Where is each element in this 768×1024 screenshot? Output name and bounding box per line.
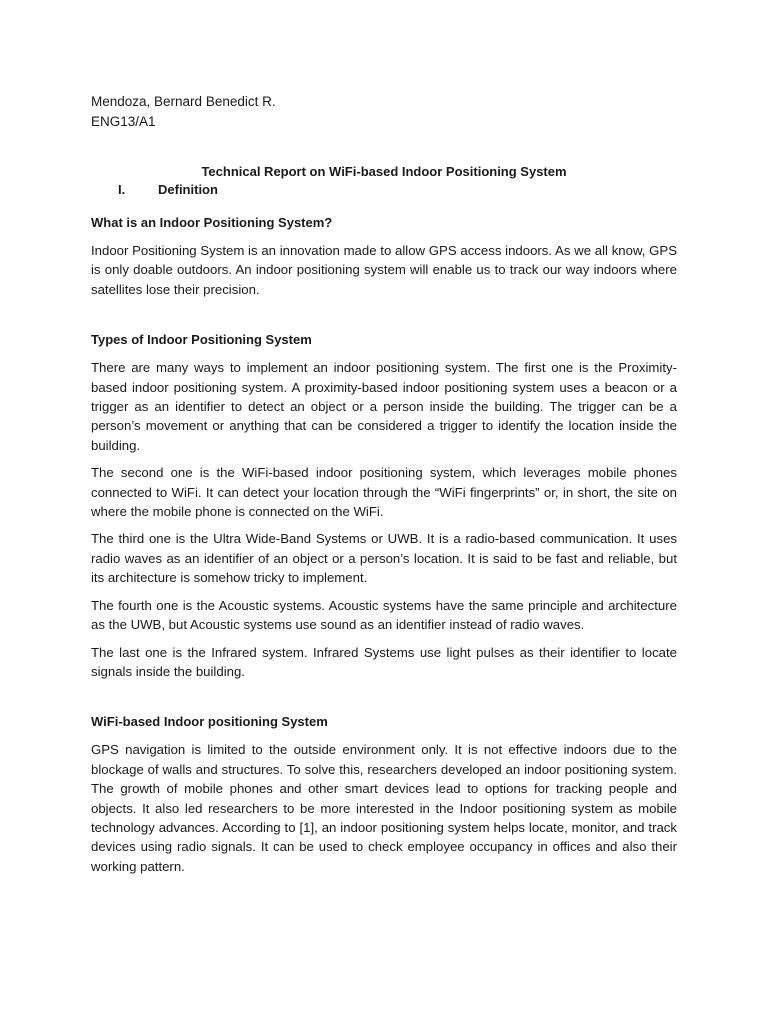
section-label: Definition <box>158 182 218 197</box>
document-body <box>91 214 677 884</box>
paragraph-uwb: The third one is the Ultra Wide-Band Systems or UWB. It is a radio-based communication. It uses radio waves as an identifier of an object or a person’s location. It is said to be fast and reliable, but its architecture is somehow tricky to implement. <box>91 531 677 586</box>
paragraph-proximity: There are many ways to implement an indoor positioning system. The first one is the Proximity-based indoor positioning system. A proximity-based indoor positioning system uses a beacon or a trigger as an identifier to detect an object or a person inside the building. The trigger can be a person’s movement or anything that can be considered a trigger to identify the location inside the building. <box>91 360 677 453</box>
paragraph-infrared: The last one is the Infrared system. Infrared Systems use light pulses as their identifier to locate signals inside the building. <box>91 644 677 679</box>
spacer <box>91 307 677 331</box>
section-heading <box>118 181 218 199</box>
paragraph-gps-limits: GPS navigation is limited to the outside environment only. It is not effective indoors due to the blockage of walls and structures. To solve this, researchers developed an indoor positioning system. The growth of mobile phones and other smart devices lead to options for tracking people and objects. It also led researchers to be more interested in the Indoor positioning system as mobile technology advances. According to [1], an indoor positioning system helps locate, monitor, and track devices using radio signals. It can be used to check employee occupancy in offices and also their working pattern. <box>91 742 677 874</box>
section-number: I. <box>118 182 126 197</box>
author-block <box>91 92 276 132</box>
paragraph-acoustic: The fourth one is the Acoustic systems. Acoustic systems have the same principle and architecture as the UWB, but Acoustic systems use sound as an identifier instead of radio waves. <box>91 597 677 633</box>
paragraph-wifi: The second one is the WiFi-based indoor positioning system, which leverages mobile phones connected to WiFi. It can detect your location through the “WiFi fingerprints” or, in short, the site on where the mobile phone is connected on the WiFi. <box>91 465 677 520</box>
spacer <box>91 689 677 713</box>
report-title-text: Technical Report on WiFi-based Indoor Positioning System <box>201 164 567 179</box>
course-code: ENG13/A1 <box>91 114 156 129</box>
subheading-what-is-ips: What is an Indoor Positioning System? <box>91 215 333 230</box>
author-name: Mendoza, Bernard Benedict R. <box>91 94 276 109</box>
subheading-types: Types of Indoor Positioning System <box>91 332 312 348</box>
subheading-wifi-ips: WiFi-based Indoor positioning System <box>91 714 328 730</box>
paragraph-ips-intro: Indoor Positioning System is an innovation made to allow GPS access indoors. As we all know, GPS is only doable outdoors. An indoor positioning system will enable us to track our way indoors where satellites lose their precision. <box>91 243 677 297</box>
report-title <box>0 163 768 181</box>
